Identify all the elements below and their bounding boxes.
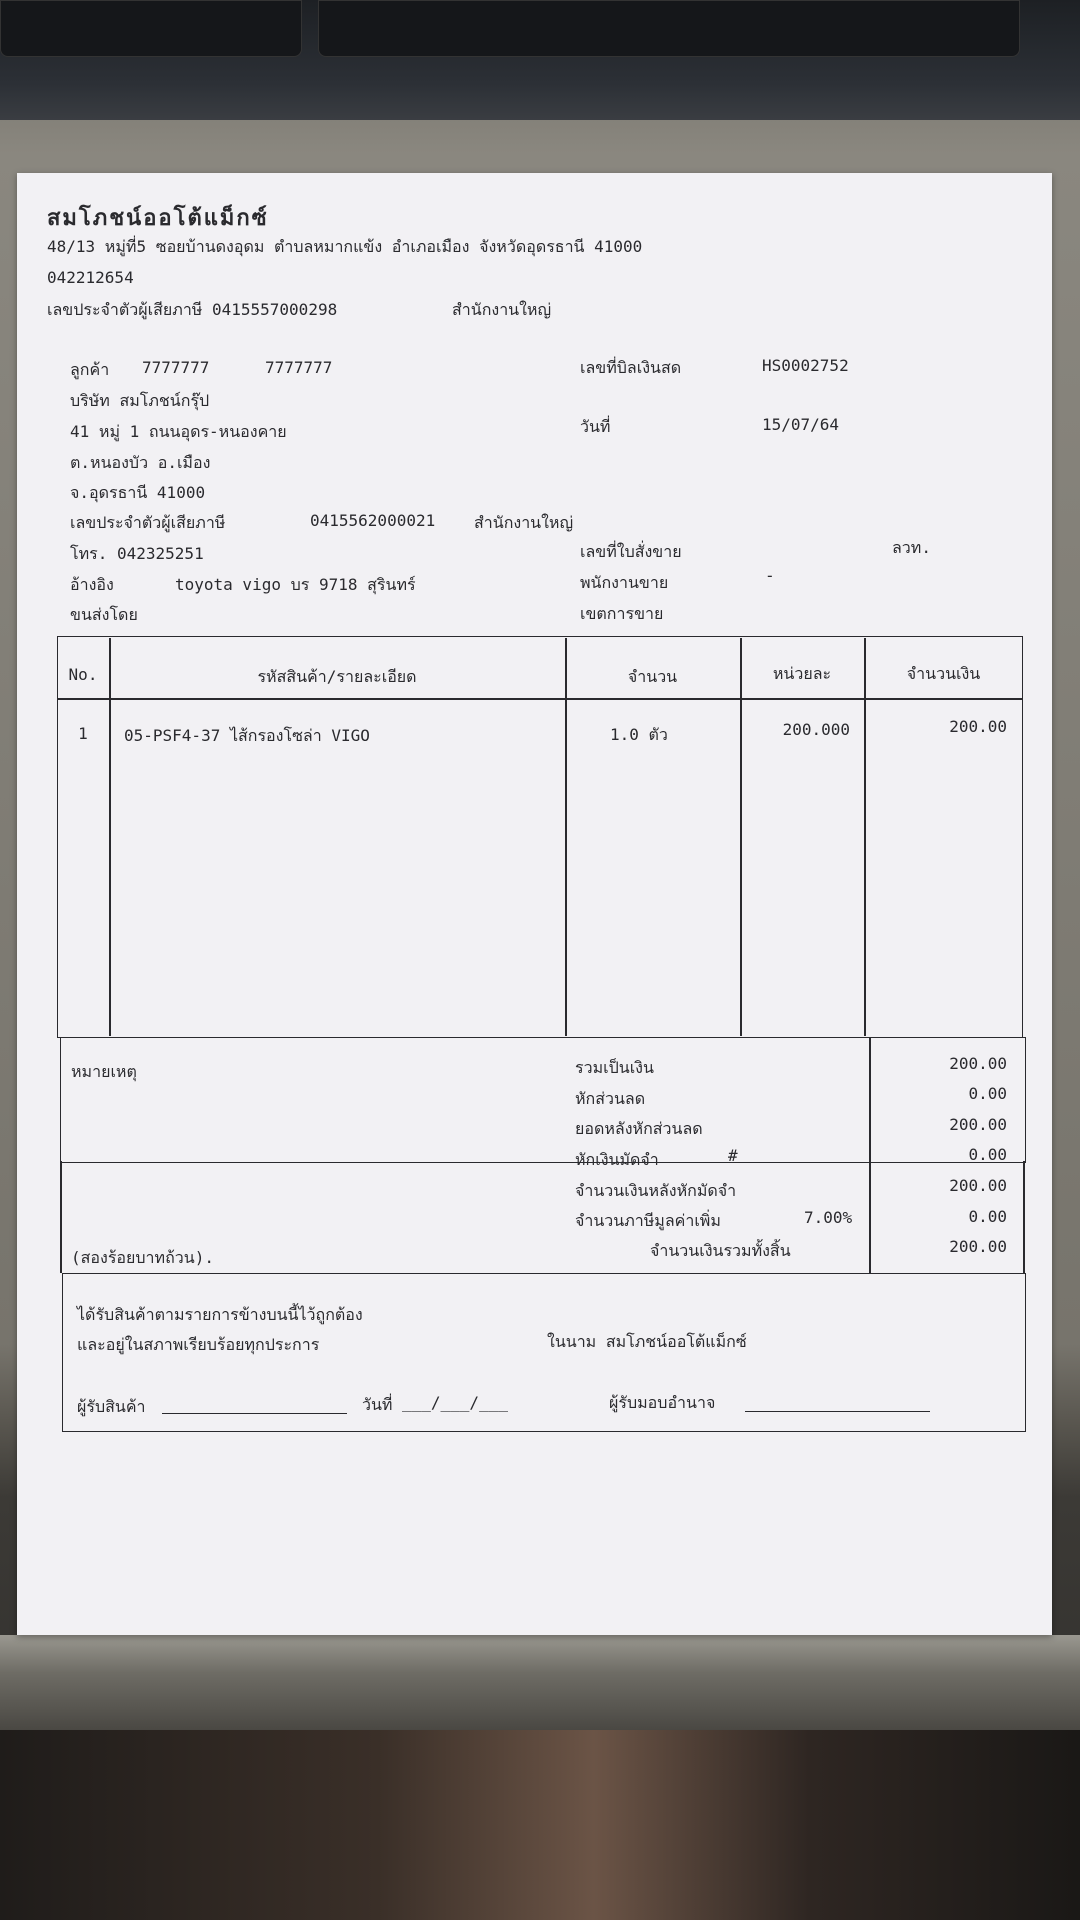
company-name: สมโภชน์ออโต้แม็กซ์ [47, 205, 269, 231]
received-text-2: และอยู่ในสภาพเรียบร้อยทุกประการ [77, 1335, 320, 1354]
after-discount-label: ยอดหลังหักส่วนลด [575, 1119, 703, 1138]
discount-label: หักส่วนลด [575, 1089, 646, 1108]
bill-number-label: เลขที่บิลเงินสด [580, 358, 682, 377]
customer-address-3: จ.อุดรธานี 41000 [70, 483, 206, 502]
authorized-signature-line [745, 1411, 930, 1412]
row-1-no: 1 [78, 724, 88, 743]
salesperson-value: - [765, 566, 775, 585]
reference-value: toyota vigo บร 9718 สุรินทร์ [175, 575, 416, 594]
received-text-1: ได้รับสินค้าตามรายการข้างบนนี้ไว้ถูกต้อง [77, 1305, 363, 1324]
bill-date-label: วันที่ [580, 417, 611, 436]
invoice-paper [17, 173, 1052, 1635]
customer-code-2: 7777777 [265, 358, 333, 377]
sales-order-value: ลวท. [892, 538, 931, 557]
sales-area-label: เขตการขาย [580, 604, 664, 623]
col-header-description: รหัสสินค้า/รายละเอียด [257, 667, 417, 686]
deposit-value: 0.00 [968, 1145, 1007, 1164]
company-phone: 042212654 [47, 268, 134, 287]
vat-value: 0.00 [968, 1207, 1007, 1226]
keyboard-background [0, 0, 1080, 120]
receive-date-label: วันที่ [362, 1395, 393, 1414]
row-1-unit-price: 200.000 [782, 720, 850, 739]
sales-order-label: เลขที่ใบสั่งขาย [580, 542, 682, 561]
col-header-unit-price: หน่วยละ [772, 664, 832, 683]
receiver-label: ผู้รับสินค้า [77, 1397, 146, 1416]
shipping-label: ขนส่งโดย [70, 605, 138, 624]
subtotal-value: 200.00 [949, 1054, 1007, 1073]
reference-label: อ้างอิง [70, 575, 114, 594]
deposit-label: หักเงินมัดจำ [575, 1150, 659, 1169]
receive-date-blank: ___/___/___ [402, 1393, 508, 1412]
items-table [57, 636, 1023, 1038]
customer-address-1: 41 หมู่ 1 ถนนอุดร-หนองคาย [70, 422, 287, 441]
customer-label: ลูกค้า [70, 360, 110, 379]
receiver-signature-line [162, 1413, 347, 1414]
customer-branch: สำนักงานใหญ่ [474, 513, 574, 532]
company-address: 48/13 หมู่ที่5 ซอยบ้านดงอุดม ตำบลหมากแข้ง อำเภอเมือง จังหวัดอุดรธานี 41000 [47, 237, 643, 256]
row-1-quantity: 1.0 ตัว [610, 725, 668, 744]
vat-label: จำนวนภาษีมูลค่าเพิ่ม [575, 1211, 721, 1230]
customer-phone: โทร. 042325251 [70, 544, 204, 563]
remark-label: หมายเหตุ [71, 1062, 137, 1081]
discount-value: 0.00 [968, 1084, 1007, 1103]
floor-background [0, 1730, 1080, 1920]
row-1-description: 05-PSF4-37 ไส้กรองโซล่า VIGO [124, 726, 370, 745]
customer-tax-label: เลขประจำตัวผู้เสียภาษี [70, 513, 226, 532]
on-behalf-text: ในนาม สมโภชน์ออโต้แม็กซ์ [547, 1332, 747, 1351]
after-deposit-value: 200.00 [949, 1176, 1007, 1195]
bill-number: HS0002752 [762, 356, 849, 375]
company-branch: สำนักงานใหญ่ [452, 300, 552, 319]
authorized-label: ผู้รับมอบอำนาจ [609, 1393, 716, 1412]
col-header-quantity: จำนวน [627, 667, 678, 686]
col-header-amount: จำนวนเงิน [906, 664, 981, 683]
table-edge-background [0, 1635, 1080, 1730]
customer-name: บริษัท สมโภชน์กรุ๊ป [70, 391, 210, 410]
bill-date: 15/07/64 [762, 415, 840, 434]
vat-rate: 7.00% [804, 1208, 853, 1227]
col-header-no: No. [68, 665, 98, 684]
amount-in-words: (สองร้อยบาทถ้วน). [71, 1248, 214, 1267]
grand-total-value: 200.00 [949, 1237, 1007, 1256]
after-deposit-label: จำนวนเงินหลังหักมัดจำ [575, 1181, 737, 1200]
customer-tax-id: 0415562000021 [310, 511, 436, 530]
customer-address-2: ต.หนองบัว อ.เมือง [70, 453, 211, 472]
company-tax-id: เลขประจำตัวผู้เสียภาษี 0415557000298 [47, 300, 338, 319]
row-1-amount: 200.00 [949, 717, 1007, 736]
after-discount-value: 200.00 [949, 1115, 1007, 1134]
salesperson-label: พนักงานขาย [580, 573, 669, 592]
grand-total-label: จำนวนเงินรวมทั้งสิ้น [650, 1241, 791, 1260]
deposit-marker: # [728, 1146, 738, 1165]
customer-code: 7777777 [142, 358, 210, 377]
subtotal-label: รวมเป็นเงิน [575, 1058, 654, 1077]
